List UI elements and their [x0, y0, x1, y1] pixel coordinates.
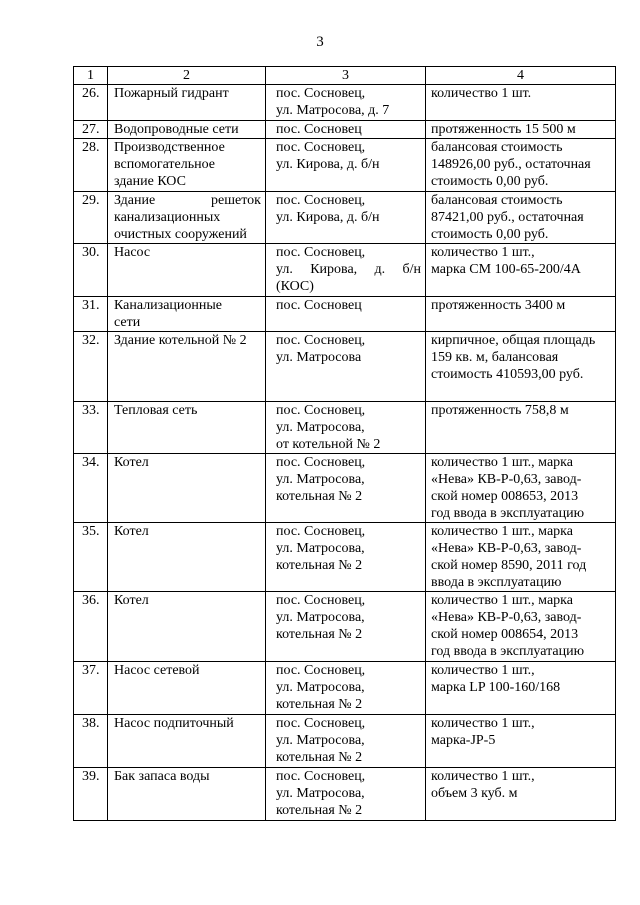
cell-text-line: Котел	[114, 524, 149, 539]
cell-text-line: протяженность 15 500 м	[431, 122, 576, 137]
cell-text-line: котельная № 2	[276, 803, 363, 818]
table-row	[74, 715, 616, 768]
item-description-cell	[426, 192, 616, 244]
cell-text-line: Здание решеток	[114, 193, 261, 208]
cell-text-line: ул. Матросова,	[276, 420, 365, 435]
cell-text-line: год ввода в эксплуатацию	[431, 644, 585, 659]
item-name-cell	[108, 402, 266, 454]
item-name-cell	[108, 715, 266, 768]
item-description-cell	[426, 715, 616, 768]
cell-text-line: количество 1 шт.,	[431, 663, 535, 678]
item-address-cell	[266, 523, 426, 592]
cell-text-line: количество 1 шт.,	[431, 245, 535, 260]
cell-text-line: «Нева» КВ-Р-0,63, завод-	[431, 541, 582, 556]
cell-text-line: котельная № 2	[276, 489, 363, 504]
cell-text-line: количество 1 шт.,	[431, 769, 535, 784]
cell-text-line: ул. Матросова,	[276, 786, 365, 801]
item-address-cell	[266, 192, 426, 244]
item-description-cell	[426, 523, 616, 592]
column-number-1: 1	[74, 67, 108, 85]
column-number-3: 3	[266, 67, 426, 85]
column-number-2: 2	[108, 67, 266, 85]
cell-text-line: здание КОС	[114, 174, 186, 189]
item-name-cell	[108, 662, 266, 715]
item-address-cell	[266, 297, 426, 332]
cell-text-line: пос. Сосновец,	[276, 403, 366, 418]
table-row	[74, 192, 616, 244]
item-name-cell	[108, 192, 266, 244]
cell-text-line: «Нева» КВ-Р-0,63, завод-	[431, 472, 582, 487]
cell-text-line: ул. Матросова,	[276, 472, 365, 487]
item-description-cell	[426, 592, 616, 662]
cell-text-line: котельная № 2	[276, 697, 363, 712]
cell-text-line: пос. Сосновец,	[276, 663, 366, 678]
cell-text-line: ул. Матросова,	[276, 680, 365, 695]
cell-text-line: пос. Сосновец,	[276, 593, 366, 608]
item-name-cell	[108, 297, 266, 332]
cell-text-line: пос. Сосновец,	[276, 716, 366, 731]
table-row	[74, 332, 616, 402]
table-row	[74, 139, 616, 192]
cell-text-line: количество 1 шт., марка	[431, 455, 573, 470]
cell-text-line: стоимость 0,00 руб.	[431, 174, 549, 189]
cell-text-line: пос. Сосновец,	[276, 333, 366, 348]
item-description-cell	[426, 332, 616, 402]
item-name-cell	[108, 244, 266, 297]
cell-text-line: котельная № 2	[276, 627, 363, 642]
item-address-cell	[266, 121, 426, 139]
row-number-cell: 39.	[74, 768, 108, 821]
item-description-cell	[426, 244, 616, 297]
cell-text-line: объем 3 куб. м	[431, 786, 518, 801]
item-description-cell	[426, 454, 616, 523]
cell-text-line: очистных сооружений	[114, 227, 247, 242]
table-row	[74, 244, 616, 297]
item-address-cell	[266, 715, 426, 768]
item-name-cell	[108, 332, 266, 402]
cell-text-line: ул. Матросова	[276, 350, 362, 365]
item-description-cell	[426, 139, 616, 192]
row-number-cell: 37.	[74, 662, 108, 715]
cell-text-line: марка LP 100-160/168	[431, 680, 561, 695]
table-row	[74, 768, 616, 821]
row-number-cell: 38.	[74, 715, 108, 768]
cell-text-line: кирпичное, общая площадь	[431, 333, 596, 348]
cell-text-line: Производственное	[114, 140, 225, 155]
cell-text-line: количество 1 шт., марка	[431, 524, 573, 539]
cell-text-line: Водопроводные сети	[114, 122, 239, 137]
cell-text-line: пос. Сосновец,	[276, 86, 366, 101]
table-row	[74, 592, 616, 662]
row-number-cell: 36.	[74, 592, 108, 662]
cell-text-line: ул. Кирова, д. б/н	[276, 157, 380, 172]
cell-text-line: стоимость 0,00 руб.	[431, 227, 549, 242]
table-row	[74, 402, 616, 454]
cell-text-line: Здание котельной № 2	[114, 333, 247, 348]
item-address-cell	[266, 402, 426, 454]
cell-text-line: пос. Сосновец,	[276, 524, 366, 539]
row-number-cell: 35.	[74, 523, 108, 592]
cell-text-line: ул. Матросова,	[276, 733, 365, 748]
cell-text-line: количество 1 шт.	[431, 86, 532, 101]
cell-text-line: ввода в эксплуатацию	[431, 575, 562, 590]
item-description-cell	[426, 297, 616, 332]
row-number-cell: 29.	[74, 192, 108, 244]
item-description-cell	[426, 768, 616, 821]
row-number-cell: 34.	[74, 454, 108, 523]
item-name-cell	[108, 139, 266, 192]
row-number-cell: 30.	[74, 244, 108, 297]
item-address-cell	[266, 592, 426, 662]
cell-text-line: от котельной № 2	[276, 437, 381, 452]
cell-text-line: стоимость 410593,00 руб.	[431, 367, 584, 382]
item-address-cell	[266, 768, 426, 821]
cell-text-line: балансовая стоимость	[431, 193, 563, 208]
cell-text-line: ул. Кирова, д. б/н	[276, 262, 421, 277]
cell-text-line: 87421,00 руб., остаточная	[431, 210, 584, 225]
cell-text-line: пос. Сосновец,	[276, 769, 366, 784]
cell-text-line: пос. Сосновец	[276, 122, 362, 137]
item-address-cell	[266, 332, 426, 402]
cell-text-line: сети	[114, 315, 141, 330]
row-number-cell: 32.	[74, 332, 108, 402]
item-description-cell	[426, 121, 616, 139]
table-row	[74, 523, 616, 592]
item-address-cell	[266, 139, 426, 192]
item-name-cell	[108, 523, 266, 592]
item-description-cell	[426, 662, 616, 715]
cell-text-line: протяженность 758,8 м	[431, 403, 569, 418]
column-number-row	[74, 67, 616, 85]
cell-text-line: Канализационные	[114, 298, 223, 313]
cell-text-line: Насос	[114, 245, 151, 260]
cell-text-line: пос. Сосновец,	[276, 455, 366, 470]
cell-text-line: марка-JP-5	[431, 733, 496, 748]
cell-text-line: пос. Сосновец,	[276, 193, 366, 208]
item-name-cell	[108, 768, 266, 821]
item-address-cell	[266, 85, 426, 121]
cell-text-line: 159 кв. м, балансовая	[431, 350, 559, 365]
cell-text-line: год ввода в эксплуатацию	[431, 506, 585, 521]
cell-text-line: ул. Матросова, д. 7	[276, 103, 390, 118]
cell-text-line: пос. Сосновец,	[276, 140, 366, 155]
cell-text-line: Насос подпиточный	[114, 716, 234, 731]
cell-text-line: количество 1 шт., марка	[431, 593, 573, 608]
cell-text-line: ской номер 008653, 2013	[431, 489, 579, 504]
cell-text-line: котельная № 2	[276, 750, 363, 765]
table-row	[74, 121, 616, 139]
row-number-cell: 33.	[74, 402, 108, 454]
item-address-cell	[266, 244, 426, 297]
item-name-cell	[108, 454, 266, 523]
cell-text-line: Котел	[114, 455, 149, 470]
cell-text-line: вспомогательное	[114, 157, 216, 172]
cell-text-line: «Нева» КВ-Р-0,63, завод-	[431, 610, 582, 625]
item-name-cell	[108, 121, 266, 139]
cell-text-line: 148926,00 руб., остаточная	[431, 157, 591, 172]
cell-text-line: Бак запаса воды	[114, 769, 210, 784]
item-description-cell	[426, 402, 616, 454]
cell-text-line: ул. Матросова,	[276, 610, 365, 625]
cell-text-line: ул. Кирова, д. б/н	[276, 210, 380, 225]
cell-text-line: протяженность 3400 м	[431, 298, 566, 313]
table-row	[74, 454, 616, 523]
table-row	[74, 297, 616, 332]
cell-text-line: Насос сетевой	[114, 663, 200, 678]
row-number-cell: 26.	[74, 85, 108, 121]
table-row	[74, 662, 616, 715]
cell-text-line: ской номер 008654, 2013	[431, 627, 579, 642]
cell-text-line: балансовая стоимость	[431, 140, 563, 155]
item-address-cell	[266, 662, 426, 715]
item-description-cell	[426, 85, 616, 121]
table-row	[74, 85, 616, 121]
column-number-4: 4	[426, 67, 616, 85]
cell-text-line: количество 1 шт.,	[431, 716, 535, 731]
item-address-cell	[266, 454, 426, 523]
row-number-cell: 31.	[74, 297, 108, 332]
cell-text-line: (КОС)	[276, 279, 314, 294]
item-name-cell	[108, 85, 266, 121]
row-number-cell: 28.	[74, 139, 108, 192]
cell-text-line: канализационных	[114, 210, 221, 225]
cell-text-line: марка СМ 100-65-200/4А	[431, 262, 581, 277]
cell-text-line: ул. Матросова,	[276, 541, 365, 556]
cell-text-line: пос. Сосновец	[276, 298, 362, 313]
cell-text-line: ской номер 8590, 2011 год	[431, 558, 587, 573]
cell-text-line: пос. Сосновец,	[276, 245, 366, 260]
page-number: 3	[316, 34, 324, 50]
table-body	[74, 67, 616, 821]
cell-text-line: Котел	[114, 593, 149, 608]
property-registry-table	[73, 66, 616, 821]
cell-text-line: Пожарный гидрант	[114, 86, 229, 101]
cell-text-line: Тепловая сеть	[114, 403, 198, 418]
cell-text-line: котельная № 2	[276, 558, 363, 573]
item-name-cell	[108, 592, 266, 662]
row-number-cell: 27.	[74, 121, 108, 139]
